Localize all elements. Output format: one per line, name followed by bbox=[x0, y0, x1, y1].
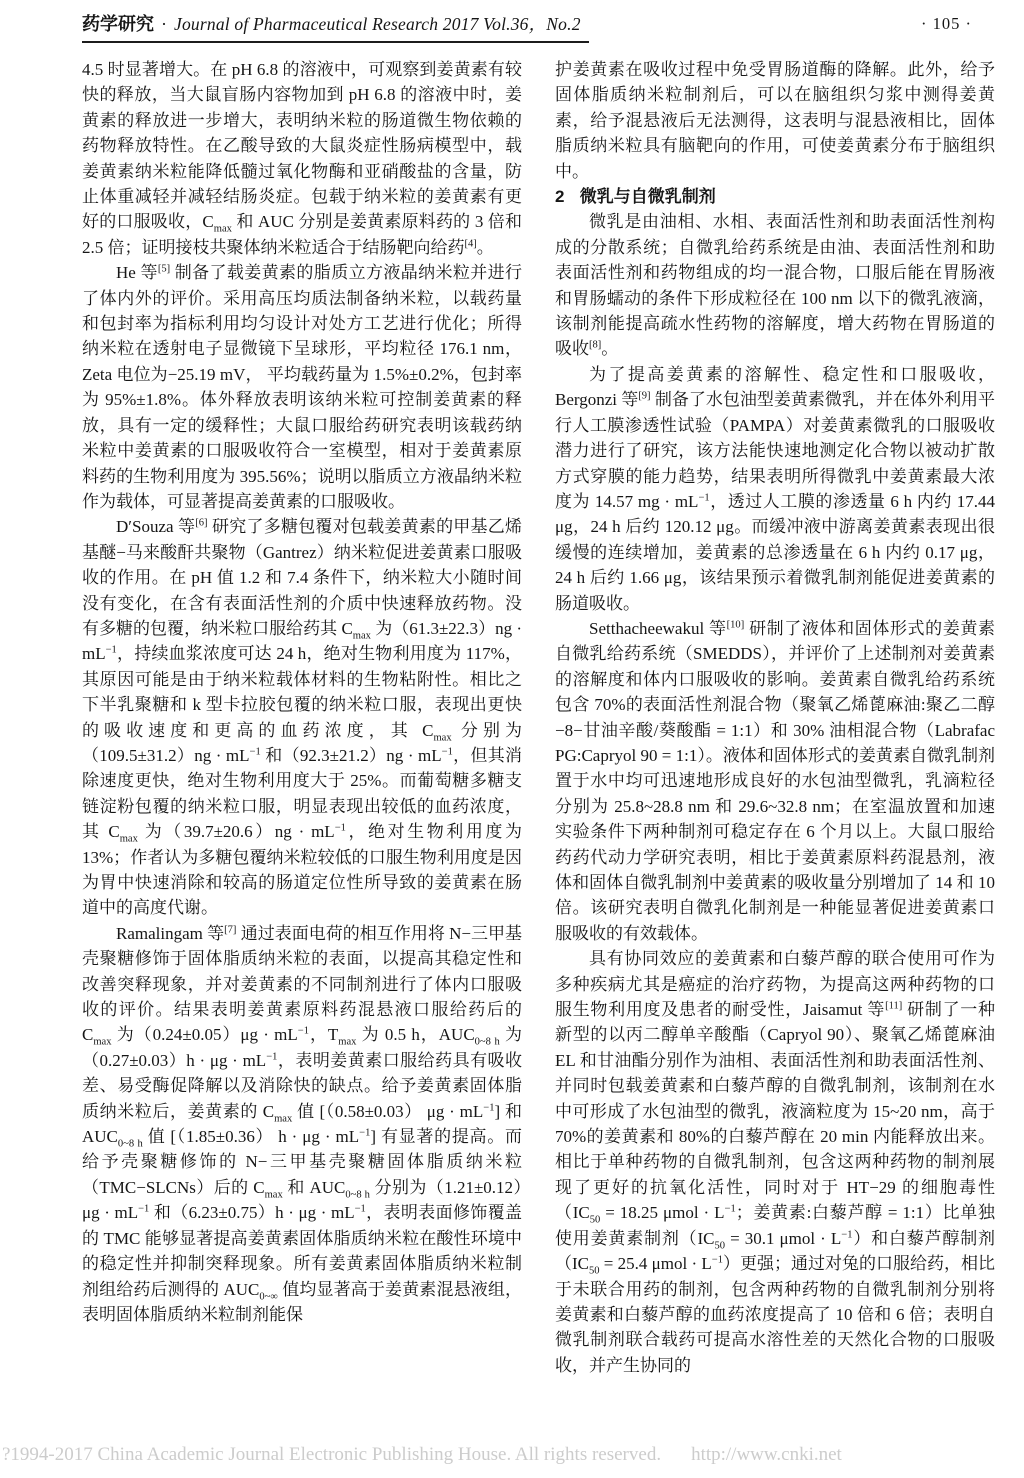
running-head bbox=[82, 10, 589, 43]
body-paragraph: 为了提高姜黄素的溶解性、稳定性和口服吸收，Bergonzi 等[9] 制备了水包油型姜黄素微乳，并在体外利用平行人工膜渗透性试验（PAMPA）对姜黄素微乳的口服吸收潜力进行了研究，该方法能快速地测定化合物以被动扩散方式穿膜的能力趋势，结果表明所得微乳中姜黄素最大浓度为 14.57 mg · $mL^{-1}$，透过人工膜的渗透量 6 h 内约 17.44 μg，24 h 后约 120.12 μg。而缓冲液中游离姜黄素表现出很缓慢的连续增加，姜黄素的总渗透量在 6 h 内约 0.17 μg，24 h 后约 1.66 μg，该结果预示着微乳制剂能促进姜黄素的肠道吸收。 bbox=[555, 364, 995, 613]
left-column bbox=[82, 57, 522, 1327]
body-paragraph: Setthacheewakul 等[10] 研制了液体和固体形式的姜黄素自微乳给药系统（SMEDDS），并评价了上述制剂对姜黄素的溶解度和体内口服吸收的影响。姜黄素自微乳给药系统包含 70%的表面活性剂混合物（聚氧乙烯蓖麻油:聚乙二醇−8−甘油辛酸/葵酸酯 = 1:1）和 30% 油相混合物（Labrafac PG:Capryol 90 = 1:1）。液体和固体形式的姜黄素自微乳制剂置于水中均可迅速地形成良好的水包油型微乳，乳滴粒径分别为 25.8~28.8 nm 和 29.6~32.8 nm；在室温放置和加速实验条件下两种制剂可稳定存在 6 个月以上。大鼠口服给药药代动力学研究表明，相比于姜黄素原料药混悬剂，液体和固体自微乳制剂中姜黄素的吸收量分别增加了 14 和 10 倍。该研究表明自微乳化制剂是一种能显著促进姜黄素口服吸收的有效载体。 bbox=[555, 618, 995, 943]
body-paragraph: 具有协同效应的姜黄素和白藜芦醇的联合使用可作为多种疾病尤其是癌症的治疗药物，为提高这两种药物的口服生物利用度及患者的耐受性，Jaisamut 等[11] 研制了一种新型的以丙二醇单辛酸酯（Capryol 90）、聚氧乙烯蓖麻油 EL 和甘油酯分别作为油相、表面活性剂和助表面活性剂、并同时包载姜黄素和白藜芦醇的自微乳制剂，该制剂在水中可形成了水包油型的微乳，液滴粒度为 15~20 nm，高于 70%的姜黄素和 80%的白藜芦醇在 20 min 内能释放出来。相比于单种药物的自微乳制剂，包含这两种药物的制剂展现了更好的抗氧化活性，同时对于 HT−29 的细胞毒性（$IC_{50} = 18.25$ $\mu mol \cdot L^{-1}$；姜黄素:白藜芦醇 = 1:1）比单独使用姜黄素制剂（$IC_{50} = 30.1$ $\mu mol \cdot L^{-1}$）和白藜芦醇制剂（$IC_{50} = 25.4$ $\mu mol \cdot L^{-1}$）更强；通过对兔的口服给药，相比于未联合用药的制剂，包含两种药物的自微乳制剂分别将姜黄素和白藜芦醇的血药浓度提高了 10 倍和 6 倍；表明自微乳制剂联合载药可提高水溶性差的天然化合物的口服吸收，并产生协同的 bbox=[555, 949, 996, 1375]
section-number: 2 bbox=[555, 187, 565, 207]
body-paragraph: 护姜黄素在吸收过程中免受胃肠道酶的降解。此外，给予固体脂质纳米粒制剂后，可以在脑组织匀浆中测得姜黄素，给予混悬液后无法测得，这表明与混悬液相比，固体脂质纳米粒具有脑靶向的作用，可使姜黄素分布于脑组织中。 bbox=[555, 60, 995, 181]
title-separator-dot: · bbox=[161, 14, 167, 34]
section-heading bbox=[555, 184, 995, 209]
body-paragraph: Ramalingam 等[7] 通过表面电荷的相互作用将 N−三甲基壳聚糖修饰于固体脂质纳米粒的表面，以提高其稳定性和改善突释现象，并对姜黄素的不同制剂进行了体内口服吸收的评价。结果表明姜黄素原料药混悬液口服给药后的 $C_{max}$ 为$(0.24\pm 0.05)\mu g \cdot mL^{-1}$，$T_{max}$ 为 0.5 h，$AUC_{0\sim 8 h}$ 为$(0.27\pm 0.03)h \cdot \mu g \cdot mL^{-1}$，表明姜黄素口服给药具有吸收差、易受酶促降解以及消除快的缺点。给予姜黄素固体脂质纳米粒后，姜黄素的 $C_{max}$ 值 [（0.58±0.03） $\mu g \cdot mL^{-1}$] 和 $AUC_{0\sim 8 h}$ 值 [（1.85±0.36） $h \cdot \mu g \cdot mL^{-1}$] 有显著的提高。而给予壳聚糖修饰的 N−三甲基壳聚糖固体脂质纳米粒（TMC−SLCNs）后的 $C_{max}$ 和 $AUC_{0\sim 8 h}$ 分别为$(1.21\pm 0.12)\mu g \cdot mL^{-1}$ 和$(6.23\pm 0.75)h \cdot \mu g \cdot mL^{-1}$，表明表面修饰覆盖的 TMC 能够显著提高姜黄素固体脂质纳米粒在酸性环境中的稳定性并抑制突释现象。所有姜黄素固体脂质纳米粒制剂组给药后测得的 $AUC_{0\sim\infty}$ 值均显著高于姜黄素混悬液组，表明固体脂质纳米粒制剂能保 bbox=[82, 923, 523, 1324]
body-paragraph: 微乳是由油相、水相、表面活性剂和助表面活性剂构成的分散系统；自微乳给药系统是由油、表面活性剂和助表面活性剂和药物组成的均一混合物，口服后能在胃肠液和胃肠蠕动的条件下形成粒径在 100 nm 以下的微乳液滴，该制剂能提高疏水性药物的溶解度，增大药物在胃肠道的吸收[8]。 bbox=[555, 212, 995, 359]
section-title: 微乳与自微乳制剂 bbox=[579, 187, 716, 207]
copyright-text: ?1994-2017 China Academic Journal Electronic Publishing House. All rights reserved. bbox=[2, 1444, 662, 1465]
journal-title-en: Journal of Pharmaceutical Research 2017 Vol.36，No.2 bbox=[174, 14, 581, 34]
cnki-url: http://www.cnki.net bbox=[691, 1444, 842, 1465]
page-number: · 105 · bbox=[921, 14, 972, 33]
copyright-footer bbox=[2, 1444, 842, 1466]
body-paragraph: 4.5 时显著增大。在 pH 6.8 的溶液中，可观察到姜黄素有较快的释放，当大鼠盲肠内容物加到 pH 6.8 的溶液中时，姜黄素的释放进一步增大，表明纳米粒的肠道微生物依赖的药物释放特性。在乙酸导致的大鼠炎症性肠病模型中，载姜黄素纳米粒能降低髓过氧化物酶和亚硝酸盐的含量，防止体重减轻并减轻结肠炎症。包载于纳米粒的姜黄素有更好的口服吸收，$C_{max}$ 和 AUC 分别是姜黄素原料药的 3 倍和 2.5 倍；证明接枝共聚体纳米粒适合于结肠靶向给药[4]。 bbox=[82, 60, 522, 257]
journal-title-cn: 药学研究 bbox=[82, 14, 154, 34]
right-column bbox=[555, 57, 995, 1378]
body-paragraph: He 等[5] 制备了载姜黄素的脂质立方液晶纳米粒并进行了体内外的评价。采用高压均质法制备纳米粒，以载药量和包封率为指标利用均匀设计对处方工艺进行优化；所得纳米粒在透射电子显微镜下呈球形，平均粒径 176.1 nm，Zeta 电位为−25.19 mV， 平均载药量为 1.5%±0.2%，包封率为 95%±1.8%。体外释放表明该纳米粒可控制姜黄素的释放，具有一定的缓释性；大鼠口服给药研究表明该载药纳米粒中姜黄素的口服吸收符合一室模型，相对于姜黄素原料药的生物利用度为 395.56%；说明以脂质立方液晶纳米粒作为载体，可显著提高姜黄素的口服吸收。 bbox=[82, 263, 523, 511]
body-paragraph: D′Souza 等[6] 研究了多糖包覆对包载姜黄素的甲基乙烯基醚−马来酸酐共聚物（Gantrez）纳米粒促进姜黄素口服吸收的作用。在 pH 值 1.2 和 7.4 条件下，纳米粒大小随时间没有变化，在含有表面活性剂的介质中快速释放药物。没有多糖的包覆，纳米粒口服给药其 $C_{max}$ 为$(61.3\pm 22.3)ng \cdot mL^{-1}$，持续血浆浓度可达 24 h，绝对生物利用度为 117%，其原因可能是由于纳米粒载体材料的生物粘附性。相比之下半乳聚糖和 k 型卡拉胶包覆的纳米粒口服，表现出更快的吸收速度和更高的血药浓度，其 $C_{max}$ 分别为$(109.5\pm 31.2)ng \cdot mL^{-1}$ 和$(92.3\pm 21.2)ng \cdot mL^{-1}$，但其消除速度更快，绝对生物利用度大于 25%。而葡萄糖多糖支链淀粉包覆的纳米粒口服，明显表现出较低的血药浓度，其 $C_{max}$ 为$(39.7\pm 20.6)ng \cdot mL^{-1}$，绝对生物利用度为 13%；作者认为多糖包覆纳米粒较低的口服生物利用度是因为胃中快速消除和较高的肠道定位性所导致的姜黄素在肠道中的高度代谢。 bbox=[82, 517, 523, 918]
